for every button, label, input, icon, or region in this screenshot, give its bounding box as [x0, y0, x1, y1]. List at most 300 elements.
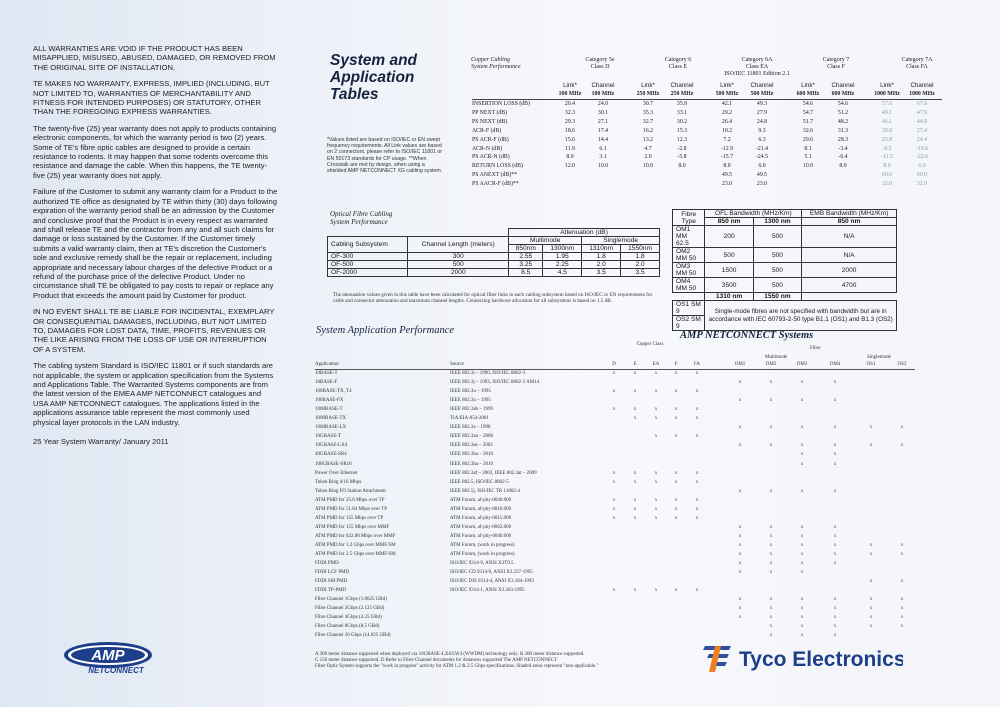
application-name: FDDI PMD — [315, 561, 339, 567]
performance-value: 12.3 — [676, 136, 688, 143]
supported-mark: x — [674, 416, 678, 422]
bandwidth-row — [673, 248, 897, 263]
column-frequency: 500 MHz — [750, 91, 774, 97]
supported-mark: x — [769, 633, 773, 639]
supported-mark: x — [833, 461, 837, 467]
application-name: Fibre Channel 1Gbps (1.0625 GBd) — [315, 597, 387, 603]
supported-mark: x — [695, 389, 699, 395]
column-frequency: 600 MHz — [831, 91, 855, 97]
supported-mark: x — [869, 615, 873, 621]
category-header — [877, 57, 957, 71]
performance-row-label: RETURN LOSS (dB) — [472, 163, 523, 170]
supported-mark: x — [674, 371, 678, 376]
table-cell: 850nm — [509, 245, 543, 253]
column-head: Channel — [831, 82, 855, 89]
performance-value: 11.9 — [565, 145, 575, 152]
supported-mark: x — [769, 570, 773, 576]
supported-mark: x — [738, 615, 742, 621]
performance-row-label: PP NEXT (dB) — [472, 109, 508, 116]
supported-mark: x — [833, 624, 837, 630]
performance-value: 7.2 — [723, 136, 731, 143]
performance-value: 8.9 — [566, 154, 574, 161]
performance-value: 49.5 — [721, 172, 733, 179]
performance-value: 23.0 — [721, 181, 733, 188]
page-title — [330, 52, 417, 103]
category-header-line: ISO/IEC 11801 Edition 2.1 — [724, 71, 790, 77]
supported-mark: x — [674, 434, 678, 440]
table-cell: Attenuation (dB) — [509, 229, 660, 237]
class-column-head: OS2 — [897, 362, 907, 367]
warranty-paragraph: Failure of the Customer to submit any warranty claim for a Product to the authorized TE office as designated by TE within thirty (30) days following expiration of the warranty period shall be an admission by the Customer and conclusive proof that the Product is in every respect as warranted and shall release TE and the contractor from any and all such claims for damage or loss sustained by the Customer. If the Customer timely submits a valid warranty claim, then at TE's discretion the Customer's sole and exclusive remedy shall be the repair or replacement, including appropriate and necessary labour charges of the defective Product or a refund of the purchase price of the defective Product. Under no circumstance shall TE be obligated to pay costs to repair or replace any Product that exceeds the amount paid by Customer for product. — [33, 187, 278, 300]
bandwidth-row — [673, 278, 897, 293]
performance-value: 54.6 — [837, 101, 849, 107]
performance-value: 28.8 — [881, 127, 893, 134]
table-cell: N/A — [802, 248, 897, 263]
performance-value: 27.4 — [916, 127, 928, 134]
supported-mark: x — [800, 461, 804, 467]
supported-mark: x — [900, 606, 904, 612]
performance-value: 8.0 — [678, 163, 686, 170]
supported-mark: x — [674, 407, 678, 413]
table-cell: OM2 MM 50 — [673, 248, 705, 263]
application-name: 10GBASE-LX4 — [315, 443, 348, 449]
application-source: IEEE 802.5, ISO/IEC 8802-5 — [450, 479, 509, 485]
supported-mark: x — [633, 371, 637, 376]
supported-mark: x — [833, 615, 837, 621]
category-header — [796, 57, 876, 71]
tyco-electronics-logo — [703, 638, 903, 683]
supported-mark: x — [833, 542, 837, 548]
category-header-line: Category 5e — [585, 57, 615, 63]
column-head: Link* — [801, 82, 815, 89]
supported-mark: x — [674, 515, 678, 521]
supported-mark: x — [800, 615, 804, 621]
column-head: Link* — [880, 82, 894, 89]
fibre-row — [328, 269, 660, 277]
supported-mark: x — [654, 407, 658, 413]
supported-mark: x — [738, 533, 742, 539]
performance-value: 49.5 — [756, 172, 768, 179]
table-cell: 1.8 — [582, 253, 621, 261]
supported-mark: x — [869, 552, 873, 557]
fibre-caption — [330, 210, 392, 226]
table-cell: Cabling Subsystem — [328, 237, 408, 253]
application-name: Power Over Ethernet — [315, 470, 358, 476]
supported-mark: x — [800, 570, 804, 576]
application-name: Token Ring 4/16 Mbps — [315, 479, 362, 485]
supported-mark: x — [633, 506, 637, 512]
performance-value: 9.3 — [758, 127, 766, 134]
performance-value: 32.7 — [642, 118, 654, 125]
copper-table-note: *Values listed are based on ISO/IEC or EN swept frequency requirements. All Link values are based on 2 connectors, please refer to ISO/IEC 11801 or EN 50173 standards for CP usage. **When Crosstalk are met by design, when using a shielded AMP NETCONNECT XG cabling system. — [327, 137, 443, 175]
table-cell: OS2 SM 9 — [673, 316, 705, 331]
copper-caption-line-2: System Performance — [471, 64, 521, 70]
class-column-head: OM1 — [734, 362, 746, 367]
supported-mark: x — [800, 425, 804, 431]
column-frequency: 100 MHz — [558, 91, 582, 97]
supported-mark: x — [833, 633, 837, 639]
supported-mark: x — [738, 425, 742, 431]
class-column-head: OM4 — [829, 362, 841, 367]
supported-mark: x — [612, 389, 616, 395]
performance-value: 49.1 — [881, 109, 893, 116]
application-name: Fibre Channel 16 Gbps (14.025 GBd) — [315, 633, 391, 639]
application-name: Fibre Channel 8Gbps (8.5 GBd) — [315, 624, 380, 630]
supported-mark: x — [900, 597, 904, 603]
table-cell — [328, 229, 509, 237]
performance-row-label: PS AACR-F (dB)** — [472, 181, 519, 188]
supported-mark: x — [654, 416, 658, 422]
supported-mark: x — [695, 497, 699, 503]
performance-value: 2.0 — [644, 154, 652, 161]
source-head: Source — [450, 362, 464, 367]
class-column-head: OM2 — [765, 362, 777, 367]
category-header-line: Class FA — [906, 64, 928, 70]
supported-mark: x — [800, 533, 804, 539]
supported-mark: x — [654, 497, 658, 503]
category-header-line: Category 7 — [822, 57, 850, 63]
performance-value: -15.7 — [720, 154, 734, 161]
performance-value: 32.3 — [564, 109, 576, 116]
supported-mark: x — [833, 561, 837, 567]
application-source: ATM Forum, af-phy-0015.000 — [450, 515, 512, 521]
performance-value: 16.2 — [642, 127, 654, 134]
supported-mark: x — [654, 506, 658, 512]
column-head: Link* — [563, 82, 577, 89]
fibre-bandwidth-table — [672, 209, 897, 331]
warranty-paragraph: IN NO EVENT SHALL TE BE LIABLE FOR INCIDENTAL, EXEMPLARY OR CONSEQUENTIAL DAMAGES, INCLUDING, BUT NOT LIMITED TO, DAMAGES FOR LOST DATA, TIME, PROFITS, REVENUES OR THE LIKE ARISING FROM THE LOSS OF USE OR INTERRUPTION OF A SYSTEM. — [33, 307, 275, 354]
svg-text:AMP: AMP — [91, 647, 125, 664]
supported-mark: x — [769, 425, 773, 431]
application-name: 100BASE-TX, T4 — [315, 389, 352, 395]
fibre-row — [328, 261, 660, 269]
column-frequency: 1000 MHz — [909, 91, 935, 97]
supported-mark: x — [738, 552, 742, 557]
column-frequency: 600 MHz — [796, 91, 820, 97]
supported-mark: x — [900, 443, 904, 449]
class-column-head: D — [612, 362, 616, 367]
supported-mark: x — [654, 389, 658, 395]
application-source: IEEE 802.3u – 1995 — [450, 398, 491, 404]
supported-mark: x — [769, 606, 773, 612]
supported-mark: x — [869, 624, 873, 630]
column-head: Channel — [591, 82, 615, 89]
performance-value: 30.2 — [676, 118, 688, 125]
application-name: 40GBASE-SR4 — [315, 452, 347, 458]
supported-mark: x — [674, 506, 678, 512]
supported-mark: x — [674, 497, 678, 503]
performance-value: 29.2 — [721, 109, 733, 116]
table-cell — [673, 293, 705, 301]
category-header-line: Class EA — [745, 64, 769, 70]
performance-value: 54.6 — [802, 101, 814, 107]
fibre-row — [328, 253, 660, 261]
application-source: IEEE 802.5j, ISO/IEC TR 11802-4 — [450, 488, 520, 494]
table-rule — [472, 99, 942, 100]
performance-value: 30.7 — [642, 101, 654, 107]
supported-mark: x — [833, 552, 837, 557]
performance-value: 29.3 — [564, 118, 576, 125]
supported-mark: x — [695, 479, 699, 485]
class-column-head: EA — [652, 362, 660, 367]
table-cell: 300 — [408, 253, 509, 261]
multimode-head: Multimode — [765, 355, 788, 360]
table-cell: OF-2000 — [328, 269, 408, 277]
performance-value: 51.7 — [802, 118, 814, 125]
application-name: 10BASE-F — [315, 380, 338, 386]
table-cell: 500 — [753, 278, 801, 293]
performance-value: 13.2 — [642, 136, 654, 143]
supported-mark: x — [769, 488, 773, 494]
performance-value: 60.0 — [916, 172, 928, 179]
application-name: ATM PMD for 1.2 Gbps over MMF/SM — [315, 542, 396, 548]
application-source: IEEE 802.3ae – 2002 — [450, 443, 493, 449]
copper-caption-line-1: Copper Cabling — [471, 57, 510, 63]
performance-value: 23.0 — [756, 181, 768, 188]
performance-value: 6.1 — [599, 145, 607, 152]
supported-mark: x — [769, 624, 773, 630]
application-source: IEEE 802.3i – 1990, ISO/IEC 8802-3 — [450, 371, 526, 376]
table-cell: 2.55 — [509, 253, 543, 261]
supported-mark: x — [738, 398, 742, 404]
supported-mark: x — [654, 515, 658, 521]
supported-mark: x — [769, 398, 773, 404]
supported-mark: x — [612, 588, 616, 594]
supported-mark: x — [612, 497, 616, 503]
class-column-head: OM3 — [796, 362, 808, 367]
performance-value: 3.1 — [599, 154, 607, 161]
fibre-caption-line-1: Optical Fibre Cabling — [330, 210, 393, 218]
performance-value: 8.0 — [723, 163, 731, 170]
table-cell: OM1 MM 62.5 — [673, 226, 705, 248]
performance-value: 24.8 — [756, 118, 768, 125]
application-note-2: C 150 meter distance supported. D Refer to Fibre Channel documents for distances supported The AMP NETCONNECT — [315, 658, 558, 663]
table-cell: Multimode — [509, 237, 582, 245]
table-cell: Singlemode — [582, 237, 660, 245]
application-name: FDDI LCF PMD — [315, 570, 350, 576]
performance-value: 18.6 — [564, 127, 576, 134]
performance-value: 17.4 — [597, 127, 609, 134]
table-cell: 8.5 — [509, 269, 543, 277]
table-cell: 3.5 — [582, 269, 621, 277]
supported-mark: x — [769, 615, 773, 621]
application-source: IEEE 802.3ba – 2010 — [450, 461, 494, 467]
performance-value: 27.9 — [756, 109, 768, 116]
supported-mark: x — [833, 524, 837, 530]
supported-mark: x — [674, 588, 678, 594]
supported-mark: x — [674, 470, 678, 476]
category-header-line: Category 7A — [901, 57, 933, 63]
supported-mark: x — [833, 443, 837, 449]
table-cell: 2000 — [408, 269, 509, 277]
performance-value: -5.8 — [677, 154, 687, 161]
supported-mark: x — [833, 398, 837, 404]
supported-mark: x — [800, 633, 804, 639]
svg-text:Tyco Electronics: Tyco Electronics — [739, 648, 903, 671]
performance-value: -21.4 — [755, 145, 769, 152]
supported-mark: x — [612, 371, 616, 376]
supported-mark: x — [900, 542, 904, 548]
warranty-paragraph: The cabling system Standard is ISO/IEC 11801 or if such standards are not applicable, the system or application specification from the Systems and Applications Table. The Warranted Systems components are from the latest version of the EMEA AMP NETCONNECT catalogues and USA AMP NETCONNECT catalogues. The applications listed in the applications assurance table represent the most commonly used physical layer protocols in the LAN industry. — [33, 361, 274, 427]
performance-value: 26.4 — [721, 118, 733, 125]
supported-mark: x — [833, 380, 837, 386]
table-cell: 1300 nm — [753, 218, 801, 226]
supported-mark: x — [738, 380, 742, 386]
application-source: ISO/IEC DIS 9314-4, ANSI X3.184-1993 — [450, 579, 534, 585]
table-cell: 2.0 — [582, 261, 621, 269]
supported-mark: x — [633, 389, 637, 395]
category-header-line: Class E — [668, 64, 688, 70]
table-cell: Channel Length (meters) — [408, 237, 509, 253]
supported-mark: x — [612, 407, 616, 413]
supported-mark: x — [654, 434, 658, 440]
supported-mark: x — [800, 524, 804, 530]
application-source: ATM Forum, af-phy-0046.000 — [450, 533, 512, 539]
supported-mark: x — [738, 606, 742, 612]
supported-mark: x — [900, 615, 904, 621]
performance-value: 54.7 — [802, 109, 814, 116]
table-cell: 1310 nm — [705, 293, 753, 301]
table-cell: 1500 — [705, 263, 753, 278]
supported-mark: x — [800, 624, 804, 630]
supported-mark: x — [833, 425, 837, 431]
application-source: IEEE 802.3z – 1998 — [450, 425, 491, 431]
application-name: ATM PMD for 25.6 Mbps over TP — [315, 497, 385, 503]
supported-mark: x — [633, 416, 637, 422]
class-column-head: FA — [693, 362, 701, 367]
supported-mark: x — [800, 488, 804, 494]
tyco-logo-graphic — [703, 638, 903, 678]
table-cell: 500 — [753, 263, 801, 278]
supported-mark: x — [695, 416, 699, 422]
supported-mark: x — [769, 443, 773, 449]
copper-caption — [471, 57, 521, 71]
performance-value: -2.8 — [677, 145, 687, 152]
table-cell: OM3 MM 50 — [673, 263, 705, 278]
svg-text:NETCONNECT: NETCONNECT — [88, 666, 144, 675]
supported-mark: x — [869, 425, 873, 431]
supported-mark: x — [633, 588, 637, 594]
category-header — [638, 57, 718, 71]
performance-value: 33.1 — [676, 109, 688, 116]
supported-mark: x — [695, 407, 699, 413]
supported-mark: x — [695, 515, 699, 521]
performance-value: 35.9 — [676, 101, 688, 107]
supported-mark: x — [869, 443, 873, 449]
performance-value: 8.1 — [804, 145, 812, 152]
table-cell: 2.25 — [543, 261, 582, 269]
warranty-paragraph: TE MAKES NO WARRANTY, EXPRESS, IMPLIED (INCLUDING, BUT NOT LIMITED TO, WARRANTIES OF MERCHANTABILITY AND FITNESS FOR INTENDED PURPOSES) OR STATUTORY, OTHER THAN THE FOREGOING EXPRESS WARRANTIES. — [33, 79, 270, 117]
performance-value: -22.6 — [915, 154, 929, 161]
application-name: 1000BASE-T — [315, 407, 343, 413]
supported-mark: x — [869, 606, 873, 612]
table-cell: 1.8 — [621, 253, 660, 261]
fibre-attenuation-table — [327, 228, 660, 277]
supported-mark: x — [654, 479, 658, 485]
table-cell: OS1 SM 9 — [673, 301, 705, 316]
performance-value: 67.6 — [916, 101, 928, 107]
performance-value: 8.0 — [883, 163, 891, 170]
application-name: 10GBASE-T — [315, 434, 342, 440]
performance-value: 28.3 — [837, 136, 849, 143]
class-column-head: OS1 — [866, 362, 876, 367]
application-name: ATM PMD for 51.84 Mbps over TP — [315, 506, 387, 512]
table-cell: 1.95 — [543, 253, 582, 261]
application-name: ATM PMD for 2.5 Gbps over MMF/SM — [315, 552, 396, 557]
column-head: Link* — [720, 82, 734, 89]
supported-mark: x — [869, 579, 873, 585]
performance-value: 57.6 — [881, 101, 893, 107]
supported-mark: x — [869, 542, 873, 548]
supported-mark: x — [769, 552, 773, 557]
supported-mark: x — [869, 597, 873, 603]
supported-mark: x — [633, 479, 637, 485]
column-frequency: 500 MHz — [715, 91, 739, 97]
performance-value: -8.5 — [882, 145, 892, 152]
supported-mark: x — [738, 443, 742, 449]
performance-value: 6.3 — [758, 136, 766, 143]
performance-row-label: PS NEXT (dB) — [472, 118, 508, 125]
table-cell: 1550nm — [621, 245, 660, 253]
supported-mark: x — [612, 506, 616, 512]
supported-mark: x — [612, 515, 616, 521]
supported-mark: x — [769, 524, 773, 530]
category-header-line: Category 6 — [664, 57, 692, 63]
supported-mark: x — [633, 470, 637, 476]
performance-row-label: PS ACR-F (dB) — [472, 136, 509, 143]
supported-mark: x — [674, 389, 678, 395]
application-source: ATM Forum, (work in progress) — [450, 542, 515, 548]
performance-value: 6.0 — [918, 163, 926, 170]
supported-mark: x — [769, 561, 773, 567]
table-cell: 500 — [753, 248, 801, 263]
table-cell: Single-mode fibres are not specified with bandwidth but are in accordance with IEC 60793-2-50 type B1.1 (OS1) and B1.3 (OS2) — [705, 301, 897, 331]
supported-mark: x — [900, 552, 904, 557]
warranty-paragraph: 25 Year System Warranty/ January 2011 — [33, 437, 169, 447]
supported-mark: x — [695, 434, 699, 440]
application-source: ISO/IEC CD 9314-9, ANSI X3.237-1995 — [450, 570, 533, 576]
supported-mark: x — [695, 470, 699, 476]
performance-value: 32.0 — [881, 181, 893, 188]
performance-value: -11.5 — [881, 154, 893, 161]
supported-mark: x — [833, 606, 837, 612]
table-cell — [802, 293, 897, 301]
supported-mark: x — [900, 624, 904, 630]
amp-netconnect-logo — [60, 640, 160, 681]
table-cell: 1550 nm — [753, 293, 801, 301]
column-head: Channel — [910, 82, 934, 89]
copper-class-head: Copper Class — [636, 342, 664, 347]
supported-mark: x — [800, 380, 804, 386]
supported-mark: x — [738, 488, 742, 494]
table-cell: OM4 MM 50 — [673, 278, 705, 293]
column-head: Link* — [641, 82, 655, 89]
column-frequency: 250 MHz — [636, 91, 660, 97]
application-name: 100GBASE-SR10 — [315, 461, 352, 467]
application-name: ATM PMD for 622.08 Mbps over MMF — [315, 533, 396, 539]
performance-value: 51.2 — [837, 109, 849, 116]
application-name: FDDI SM PMD — [315, 579, 348, 585]
performance-value: 24.4 — [916, 136, 928, 143]
table-cell: 3500 — [705, 278, 753, 293]
application-notes — [315, 652, 695, 670]
title-line-3: Tables — [330, 86, 379, 103]
table-cell: OF-500 — [328, 261, 408, 269]
supported-mark: x — [800, 542, 804, 548]
performance-value: -19.6 — [915, 145, 929, 152]
performance-value: 27.1 — [597, 118, 609, 125]
supported-mark: x — [633, 515, 637, 521]
